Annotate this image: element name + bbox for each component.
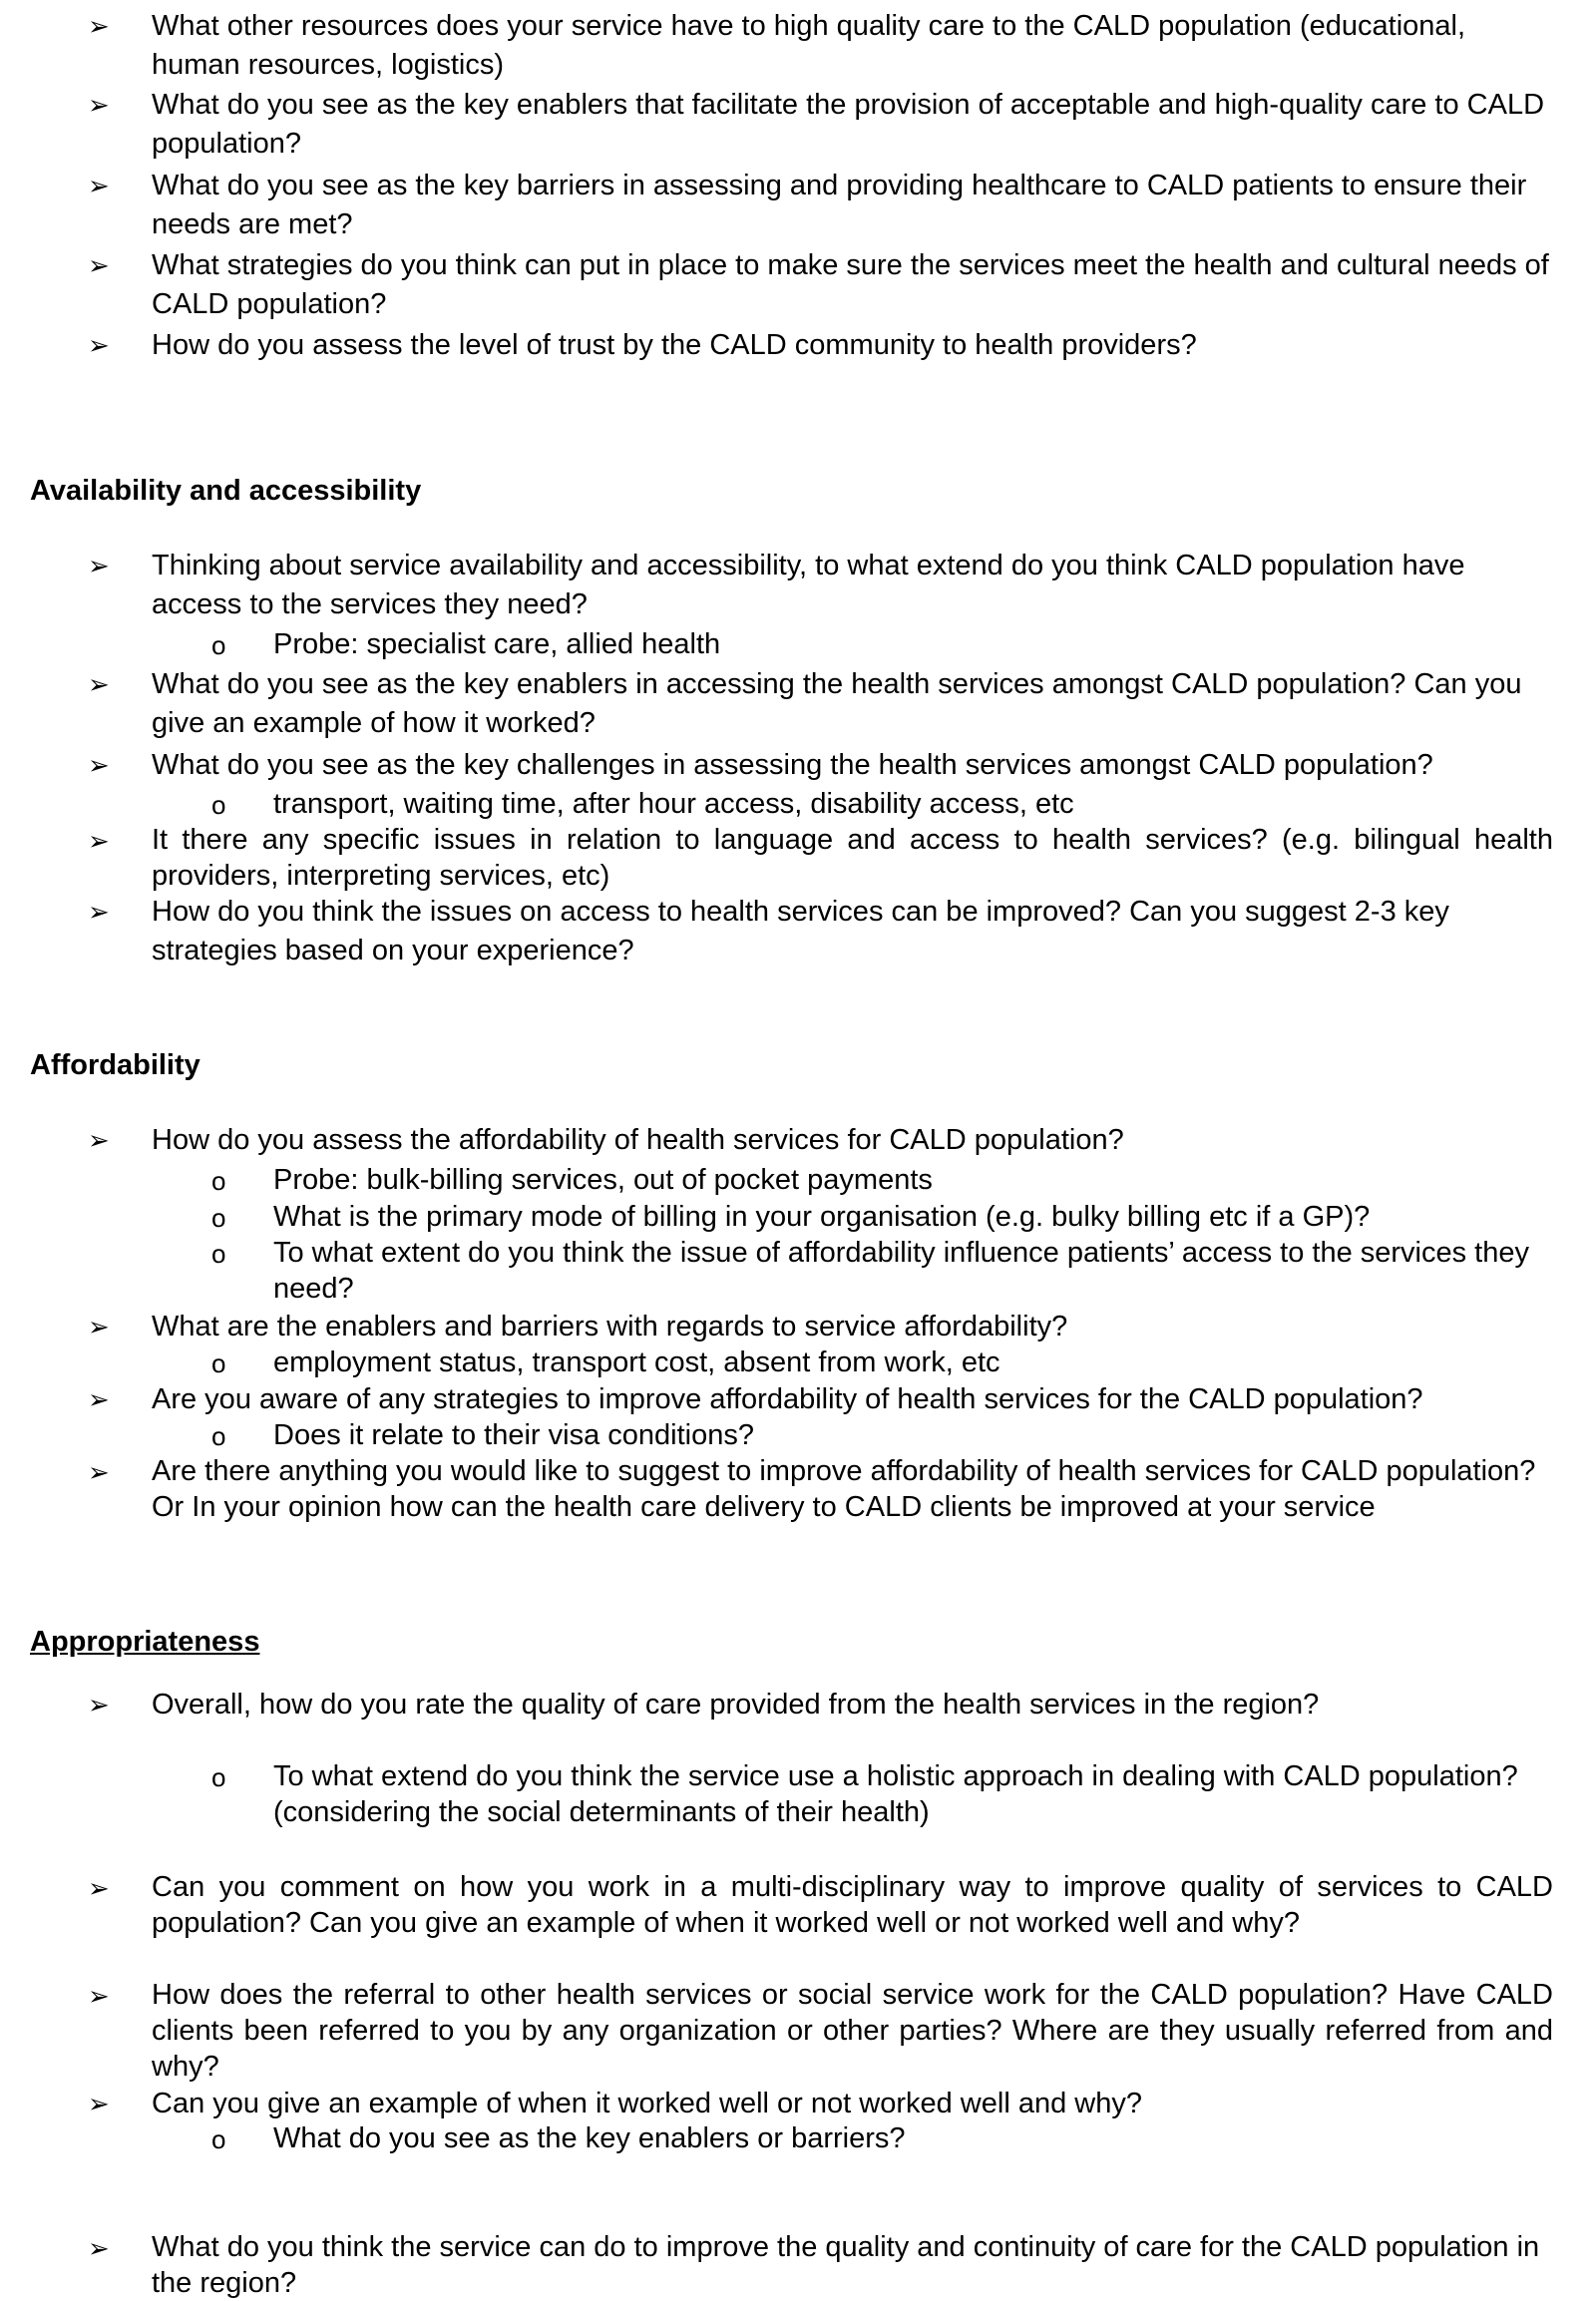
arrow-bullet-icon: ➢ (88, 171, 110, 200)
question-item: Can you give an example of when it worked well or not worked well and why? (152, 2088, 1142, 2119)
arrow-bullet-icon: ➢ (88, 826, 110, 856)
question-item: What are the enablers and barriers with regards to service affordability? (152, 1311, 1068, 1342)
probe-item: transport, waiting time, after hour access, disability access, etc (273, 788, 1074, 820)
probe-item: employment status, transport cost, absent from work, etc (273, 1346, 1000, 1378)
question-item: What do you see as the key enablers in accessing the health services amongst CALD population? Can you give an example of how it worked? (152, 668, 1522, 739)
question-item: How do you think the issues on access to health services can be improved? Can you suggest 2-3 key strategies based on your experience? (152, 896, 1449, 966)
probe-item: Does it relate to their visa conditions? (273, 1419, 754, 1451)
circle-bullet-icon: o (211, 2124, 226, 2154)
probe-item: Probe: bulk-billing services, out of pocket payments (273, 1164, 933, 1196)
circle-bullet-icon: o (211, 1166, 226, 1196)
arrow-bullet-icon: ➢ (88, 750, 110, 780)
question-item: How do you assess the level of trust by the CALD community to health providers? (152, 329, 1197, 361)
arrow-bullet-icon: ➢ (88, 11, 110, 41)
question-item: Can you comment on how you work in a multi-disciplinary way to improve quality of services to CALD population? Can you give an example of when it worked well or not worked well and why? (152, 1871, 1553, 1939)
arrow-bullet-icon: ➢ (88, 2089, 110, 2118)
circle-bullet-icon: o (211, 1348, 226, 1378)
arrow-bullet-icon: ➢ (88, 1457, 110, 1487)
probe-item: To what extent do you think the issue of affordability influence patients’ access to the services they need? (273, 1237, 1529, 1305)
question-item: Are there anything you would like to suggest to improve affordability of health services for CALD population? Or In your opinion how can the health care delivery to CALD clients be improved at your service (152, 1455, 1536, 1523)
question-item: What do you think the service can do to improve the quality and continuity of care for the CALD population in the region? (152, 2231, 1540, 2299)
arrow-bullet-icon: ➢ (88, 250, 110, 280)
arrow-bullet-icon: ➢ (88, 1384, 110, 1414)
question-item: What do you see as the key challenges in assessing the health services amongst CALD population? (152, 749, 1433, 781)
question-item: Thinking about service availability and accessibility, to what extend do you think CALD population have access to the services they need? (152, 550, 1465, 620)
question-item: What do you see as the key barriers in assessing and providing healthcare to CALD patients to ensure their needs are met? (152, 170, 1527, 240)
probe-item: What do you see as the key enablers or barriers? (273, 2122, 906, 2154)
question-item: How do you assess the affordability of health services for CALD population? (152, 1124, 1124, 1156)
circle-bullet-icon: o (211, 630, 226, 660)
arrow-bullet-icon: ➢ (88, 897, 110, 927)
arrow-bullet-icon: ➢ (88, 90, 110, 120)
arrow-bullet-icon: ➢ (88, 330, 110, 360)
question-item: Are you aware of any strategies to improve affordability of health services for the CALD population? (152, 1383, 1423, 1415)
circle-bullet-icon: o (211, 790, 226, 820)
question-item: Overall, how do you rate the quality of care provided from the health services in the region? (152, 1689, 1320, 1721)
question-item: How does the referral to other health services or social service work for the CALD population? Have CALD clients been referred to you by any organization or other parties? Where are they usually referred from and why? (152, 1979, 1553, 2083)
probe-item: What is the primary mode of billing in your organisation (e.g. bulky billing etc if a GP)? (273, 1201, 1371, 1233)
probe-item: Probe: specialist care, allied health (273, 628, 721, 660)
arrow-bullet-icon: ➢ (88, 2233, 110, 2263)
arrow-bullet-icon: ➢ (88, 551, 110, 580)
question-item: What other resources does your service have to high quality care to the CALD population (educational, human resources, logistics) (152, 10, 1466, 81)
arrow-bullet-icon: ➢ (88, 1312, 110, 1342)
circle-bullet-icon: o (211, 1762, 226, 1792)
circle-bullet-icon: o (211, 1239, 226, 1269)
arrow-bullet-icon: ➢ (88, 1125, 110, 1155)
question-item: What do you see as the key enablers that facilitate the provision of acceptable and high-quality care to CALD population? (152, 89, 1545, 160)
probe-item: To what extend do you think the service use a holistic approach in dealing with CALD population? (considering the social determinants of their health) (273, 1760, 1518, 1828)
circle-bullet-icon: o (211, 1421, 226, 1451)
section-heading-affordability: Affordability (30, 1049, 200, 1081)
arrow-bullet-icon: ➢ (88, 1981, 110, 2011)
question-item: What strategies do you think can put in place to make sure the services meet the health and cultural needs of CALD population? (152, 249, 1549, 320)
question-item: It there any specific issues in relation to language and access to health services? (e.g. bilingual health providers, interpreting services, etc) (152, 824, 1553, 892)
section-heading-appropriateness: Appropriateness (30, 1626, 260, 1658)
section-heading-availability: Availability and accessibility (30, 475, 422, 507)
arrow-bullet-icon: ➢ (88, 1873, 110, 1903)
arrow-bullet-icon: ➢ (88, 1690, 110, 1720)
circle-bullet-icon: o (211, 1203, 226, 1233)
arrow-bullet-icon: ➢ (88, 669, 110, 699)
